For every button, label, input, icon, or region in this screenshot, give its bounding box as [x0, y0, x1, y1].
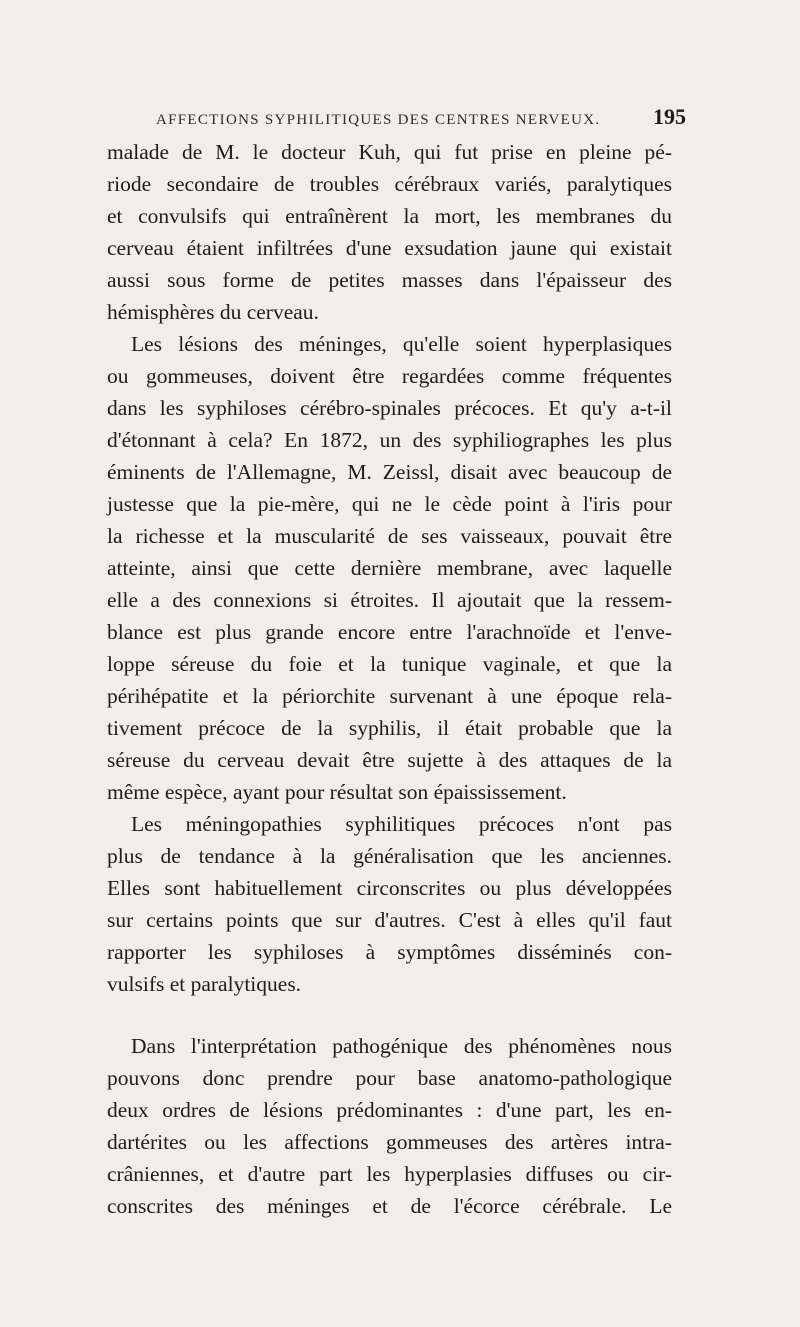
paragraph: [107, 808, 672, 1000]
text-line: séreuse du cerveau devait être sujette à des attaques de la: [107, 748, 672, 772]
paragraph: [107, 136, 672, 328]
text-line: ou gommeuses, doivent être regardées comme fréquentes: [107, 364, 672, 388]
text-line: dans les syphiloses cérébro-spinales précoces. Et qu'y a-t-il: [107, 396, 672, 420]
text-line: crâniennes, et d'autre part les hyperplasies diffuses ou cir-: [107, 1162, 672, 1186]
text-line: Elles sont habituellement circonscrites ou plus développées: [107, 876, 672, 900]
text-line: cerveau étaient infiltrées d'une exsudation jaune qui existait: [107, 236, 672, 260]
text-line: riode secondaire de troubles cérébraux variés, paralytiques: [107, 172, 672, 196]
paragraph: [107, 328, 672, 808]
text-line: conscrites des méninges et de l'écorce cérébrale. Le: [107, 1194, 672, 1218]
text-line: périhépatite et la périorchite survenant à une époque rela-: [107, 684, 672, 708]
text-line: et convulsifs qui entraînèrent la mort, les membranes du: [107, 204, 672, 228]
text-line: plus de tendance à la généralisation que les anciennes.: [107, 844, 672, 868]
text-line: vulsifs et paralytiques.: [107, 972, 302, 996]
text-line: Dans l'interprétation pathogénique des phénomènes nous: [131, 1034, 672, 1058]
text-line: deux ordres de lésions prédominantes : d'une part, les en-: [107, 1098, 672, 1122]
paragraph: [107, 1030, 672, 1222]
paragraph-gap: [107, 1000, 672, 1030]
text-line: atteinte, ainsi que cette dernière membrane, avec laquelle: [107, 556, 672, 580]
text-line: Les méningopathies syphilitiques précoces n'ont pas: [131, 812, 672, 836]
text-line: aussi sous forme de petites masses dans l'épaisseur des: [107, 268, 672, 292]
text-line: d'étonnant à cela? En 1872, un des syphiliographes les plus: [107, 428, 672, 452]
running-head: AFFECTIONS SYPHILITIQUES DES CENTRES NERVEUX.: [156, 112, 601, 128]
text-line: malade de M. le docteur Kuh, qui fut prise en pleine pé-: [107, 140, 672, 164]
text-line: la richesse et la muscularité de ses vaisseaux, pouvait être: [107, 524, 672, 548]
text-line: même espèce, ayant pour résultat son épaississement.: [107, 780, 567, 804]
text-line: pouvons donc prendre pour base anatomo-pathologique: [107, 1066, 672, 1090]
page-number: 195: [653, 104, 686, 129]
text-line: éminents de l'Allemagne, M. Zeissl, disait avec beaucoup de: [107, 460, 672, 484]
text-line: rapporter les syphiloses à symptômes disséminés con-: [107, 940, 672, 964]
text-line: dartérites ou les affections gommeuses des artères intra-: [107, 1130, 672, 1154]
text-line: tivement précoce de la syphilis, il était probable que la: [107, 716, 672, 740]
text-line: sur certains points que sur d'autres. C'est à elles qu'il faut: [107, 908, 672, 932]
text-line: elle a des connexions si étroites. Il ajoutait que la ressem-: [107, 588, 672, 612]
page-header: [156, 104, 686, 130]
text-line: loppe séreuse du foie et la tunique vaginale, et que la: [107, 652, 672, 676]
text-line: hémisphères du cerveau.: [107, 300, 319, 324]
body-text: [107, 136, 672, 1222]
text-line: Les lésions des méninges, qu'elle soient hyperplasiques: [131, 332, 672, 356]
text-line: blance est plus grande encore entre l'arachnoïde et l'enve-: [107, 620, 672, 644]
text-line: justesse que la pie-mère, qui ne le cède point à l'iris pour: [107, 492, 672, 516]
